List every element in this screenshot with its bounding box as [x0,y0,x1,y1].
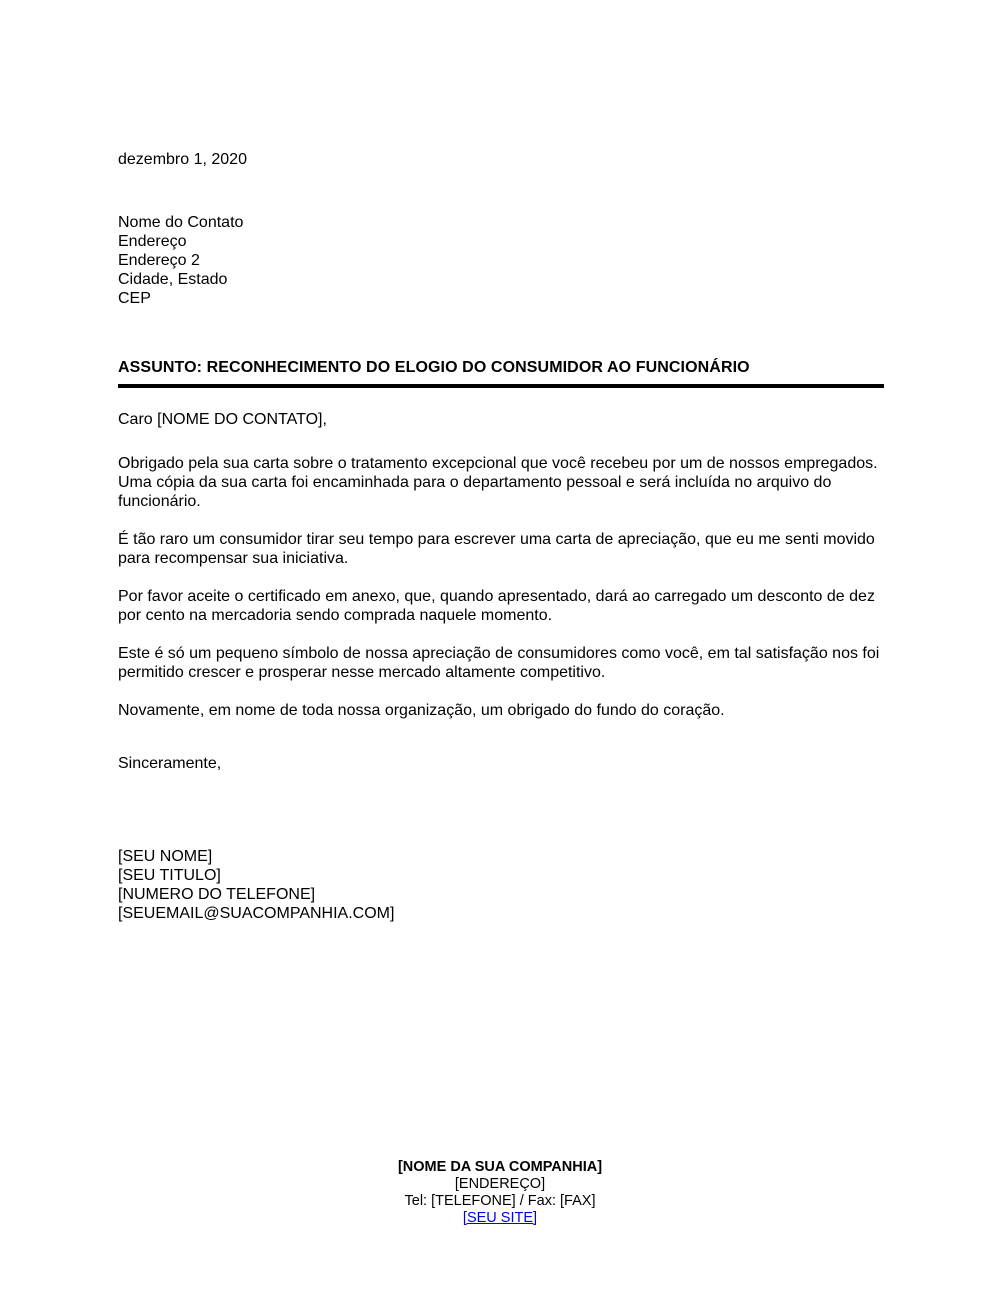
footer-website-link[interactable]: [SEU SITE] [462,1210,538,1226]
signature-phone: [NUMERO DO TELEFONE] [118,886,316,903]
recipient-address-line-1: Endereço [118,233,187,250]
recipient-zip: CEP [118,290,151,307]
closing: Sinceramente, [118,755,222,772]
signature-email: [SEUEMAIL@SUACOMPANHIA.COM] [118,905,395,922]
subject-heading: ASSUNTO: RECONHECIMENTO DO ELOGIO DO CONSUMIDOR AO FUNCIONÁRIO [118,358,884,388]
footer-website-row [0,1210,1000,1227]
recipient-block [118,213,884,308]
body-paragraph-2: É tão raro um consumidor tirar seu tempo para escrever uma carta de apreciação, que eu me senti movido para recompensar sua iniciativa. [118,531,875,567]
letter-date: dezembro 1, 2020 [118,151,247,168]
body-paragraph-4: Este é só um pequeno símbolo de nossa apreciação de consumidores como você, em tal satisfação nos foi permitido crescer e prosperar nesse mercado altamente competitivo. [118,645,880,681]
body-paragraph-5: Novamente, em nome de toda nossa organização, um obrigado do fundo do coração. [118,702,725,719]
letter-footer [0,1159,1000,1227]
signature-name: [SEU NOME] [118,848,213,865]
footer-address: [ENDEREÇO] [454,1176,546,1192]
body-paragraph-3: Por favor aceite o certificado em anexo, que, quando apresentado, dará ao carregado um desconto de dez por cento na mercadoria sendo comprada naquele momento. [118,588,875,624]
footer-company-name: [NOME DA SUA COMPANHIA] [397,1159,603,1175]
recipient-city-state: Cidade, Estado [118,271,228,288]
recipient-name: Nome do Contato [118,214,244,231]
signature-title: [SEU TITULO] [118,867,221,884]
body-paragraph-1: Obrigado pela sua carta sobre o tratamento excepcional que você recebeu por um de nossos empregados. Uma cópia da sua carta foi encaminhada para o departamento pessoal e será incluída no arquivo do funcionário. [118,455,878,510]
signature-block [118,847,884,923]
salutation: Caro [NOME DO CONTATO], [118,411,327,428]
footer-phone-fax: Tel: [TELEFONE] / Fax: [FAX] [404,1193,596,1209]
recipient-address-line-2: Endereço 2 [118,252,200,269]
